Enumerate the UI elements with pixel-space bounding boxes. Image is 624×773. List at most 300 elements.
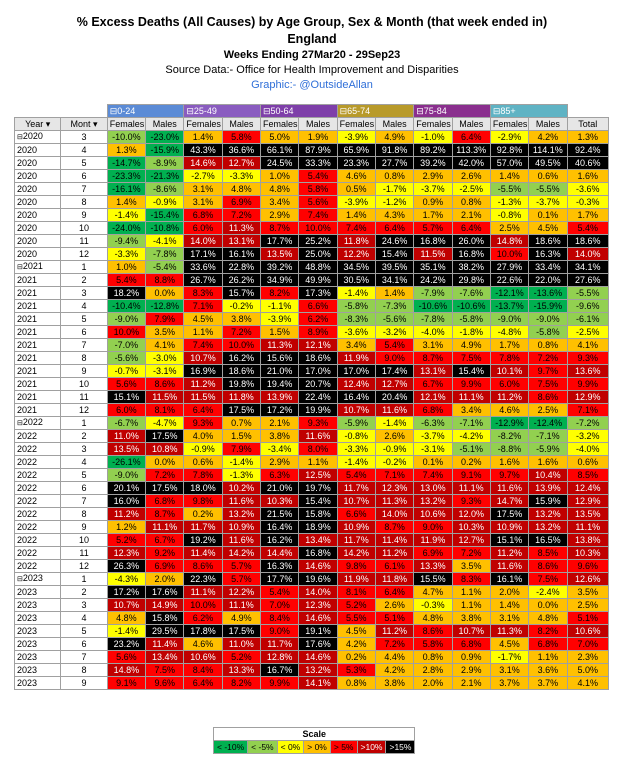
value-cell: 7.0% <box>261 599 299 612</box>
value-cell: 1.4% <box>337 209 375 222</box>
table-row <box>15 404 609 417</box>
month-cell: 2 <box>61 586 107 599</box>
total-cell: 40.6% <box>567 157 609 170</box>
value-cell: 18.6% <box>299 352 337 365</box>
total-cell: 34.1% <box>567 261 609 274</box>
value-cell: 22.3% <box>184 573 222 586</box>
year-cell: 2021 <box>15 313 61 326</box>
value-cell: 2.9% <box>414 170 452 183</box>
value-cell: 12.3% <box>299 599 337 612</box>
value-cell: -5.1% <box>452 443 490 456</box>
total-cell: 5.0% <box>567 664 609 677</box>
value-cell: 0.0% <box>146 287 184 300</box>
value-cell: 4.6% <box>490 404 528 417</box>
chart-weeks: Weeks Ending 27Mar20 - 29Sep23 <box>223 49 401 61</box>
scale-swatch: > 5% <box>330 741 357 754</box>
value-cell: -9.0% <box>490 313 528 326</box>
value-cell: 5.8% <box>414 638 452 651</box>
value-cell: 2.8% <box>414 664 452 677</box>
scale-title: Scale <box>214 728 415 741</box>
value-cell: 5.5% <box>337 612 375 625</box>
total-cell: -0.3% <box>567 196 609 209</box>
value-cell: 6.0% <box>107 404 145 417</box>
value-cell: 9.1% <box>107 677 145 690</box>
value-cell: 4.9% <box>375 131 413 144</box>
value-cell: 16.8% <box>299 547 337 560</box>
month-cell: 7 <box>61 495 107 508</box>
year-cell: 2021 <box>15 404 61 417</box>
value-cell: 16.1% <box>490 573 528 586</box>
value-cell: 7.1% <box>184 300 222 313</box>
collapse-toggle-icon[interactable]: ⊟ <box>17 576 23 583</box>
value-cell: 17.5% <box>146 482 184 495</box>
value-cell: 14.9% <box>146 599 184 612</box>
value-cell: 4.5% <box>184 313 222 326</box>
value-cell: 7.2% <box>222 326 260 339</box>
value-cell: 11.8% <box>222 391 260 404</box>
total-cell: 4.1% <box>567 677 609 690</box>
value-cell: -5.9% <box>529 443 567 456</box>
value-cell: 2.1% <box>452 677 490 690</box>
value-cell: 8.6% <box>529 391 567 404</box>
value-cell: -3.6% <box>337 326 375 339</box>
males-column-header: Males <box>299 118 337 131</box>
value-cell: 14.0% <box>184 235 222 248</box>
value-cell: 9.7% <box>490 469 528 482</box>
value-cell: 6.9% <box>414 547 452 560</box>
value-cell: -3.0% <box>146 352 184 365</box>
value-cell: 11.3% <box>222 222 260 235</box>
value-cell: 5.6% <box>299 196 337 209</box>
value-cell: -1.2% <box>375 196 413 209</box>
month-cell: 11 <box>61 391 107 404</box>
value-cell: 3.6% <box>529 664 567 677</box>
value-cell: 6.4% <box>184 677 222 690</box>
value-cell: 8.6% <box>184 560 222 573</box>
value-cell: 17.4% <box>375 365 413 378</box>
month-cell: 5 <box>61 157 107 170</box>
value-cell: -9.0% <box>107 313 145 326</box>
value-cell: 19.7% <box>299 482 337 495</box>
table-row <box>15 430 609 443</box>
value-cell: 3.4% <box>261 196 299 209</box>
value-cell: 5.4% <box>107 274 145 287</box>
year-cell: 2022 <box>15 560 61 573</box>
value-cell: 12.7% <box>222 157 260 170</box>
table-row <box>15 248 609 261</box>
year-column-header[interactable]: Year ▾ <box>15 118 61 131</box>
value-cell: 1.7% <box>490 339 528 352</box>
value-cell: 6.0% <box>184 222 222 235</box>
value-cell: -5.6% <box>107 352 145 365</box>
value-cell: 14.8% <box>107 664 145 677</box>
total-cell: 18.6% <box>567 235 609 248</box>
value-cell: 4.8% <box>222 183 260 196</box>
excess-deaths-table <box>14 104 609 690</box>
month-cell: 4 <box>61 612 107 625</box>
value-cell: -0.2% <box>222 300 260 313</box>
value-cell: 11.6% <box>375 404 413 417</box>
value-cell: 5.4% <box>299 170 337 183</box>
value-cell: 9.3% <box>299 417 337 430</box>
total-cell: 12.9% <box>567 495 609 508</box>
total-cell: 9.9% <box>567 378 609 391</box>
value-cell: 4.3% <box>375 209 413 222</box>
total-cell: 2.3% <box>567 651 609 664</box>
value-cell: 13.5% <box>107 443 145 456</box>
value-cell: 3.5% <box>146 326 184 339</box>
table-row <box>15 625 609 638</box>
total-cell: 5.1% <box>567 612 609 625</box>
value-cell: -1.7% <box>375 183 413 196</box>
month-column-header[interactable]: Mont ▾ <box>61 118 107 131</box>
year-cell: 2021 <box>15 378 61 391</box>
total-cell: 12.6% <box>567 573 609 586</box>
value-cell: -1.4% <box>222 456 260 469</box>
value-cell: -7.8% <box>414 313 452 326</box>
month-cell: 4 <box>61 144 107 157</box>
value-cell: -12.4% <box>529 417 567 430</box>
month-cell: 3 <box>61 131 107 144</box>
table-row <box>15 365 609 378</box>
value-cell: 7.5% <box>452 352 490 365</box>
total-cell: -9.6% <box>567 300 609 313</box>
value-cell: -0.8% <box>337 430 375 443</box>
total-cell: 8.5% <box>567 469 609 482</box>
year-cell: 2020 <box>15 157 61 170</box>
header-spacer <box>15 105 108 118</box>
value-cell: 8.6% <box>529 560 567 573</box>
value-cell: 66.1% <box>261 144 299 157</box>
value-cell: 8.7% <box>375 521 413 534</box>
value-cell: -2.9% <box>490 131 528 144</box>
males-column-header: Males <box>146 118 184 131</box>
value-cell: 17.3% <box>299 287 337 300</box>
table-row <box>15 482 609 495</box>
value-cell: 7.2% <box>375 638 413 651</box>
value-cell: 14.1% <box>299 677 337 690</box>
value-cell: -23.0% <box>146 131 184 144</box>
value-cell: 4.5% <box>490 638 528 651</box>
value-cell: 23.2% <box>107 638 145 651</box>
value-cell: 11.2% <box>490 547 528 560</box>
value-cell: 13.2% <box>529 521 567 534</box>
collapse-toggle-icon[interactable]: ⊟ <box>17 134 23 141</box>
year-cell: 2023 <box>15 612 61 625</box>
age-group-header: ⊟65-74 <box>337 105 414 118</box>
females-column-header: Females <box>184 118 222 131</box>
value-cell: -1.4% <box>375 417 413 430</box>
chart-title: % Excess Deaths (All Causes) by Age Group, Sex & Month (that week ended in) <box>76 15 548 29</box>
value-cell: 14.0% <box>299 586 337 599</box>
year-cell: 2022 <box>15 430 61 443</box>
year-cell: 2023 <box>15 651 61 664</box>
value-cell: 3.8% <box>222 313 260 326</box>
table-row <box>15 352 609 365</box>
value-cell: 10.7% <box>337 495 375 508</box>
value-cell: 1.6% <box>490 456 528 469</box>
total-cell: 9.3% <box>567 352 609 365</box>
value-cell: 27.9% <box>490 261 528 274</box>
value-cell: 15.1% <box>107 391 145 404</box>
value-cell: 0.6% <box>184 456 222 469</box>
value-cell: -4.0% <box>414 326 452 339</box>
value-cell: 16.7% <box>261 664 299 677</box>
value-cell: 18.0% <box>184 482 222 495</box>
value-cell: -15.9% <box>146 144 184 157</box>
value-cell: -15.9% <box>529 300 567 313</box>
scale-swatch: < -5% <box>248 741 277 754</box>
table-row <box>15 599 609 612</box>
month-cell: 10 <box>61 222 107 235</box>
value-cell: 19.1% <box>299 625 337 638</box>
value-cell: -14.7% <box>107 157 145 170</box>
value-cell: 14.6% <box>299 612 337 625</box>
value-cell: 14.6% <box>184 157 222 170</box>
value-cell: -15.4% <box>146 209 184 222</box>
value-cell: 15.9% <box>529 495 567 508</box>
value-cell: 10.7% <box>107 599 145 612</box>
collapse-toggle-icon[interactable]: ⊟ <box>17 264 23 271</box>
value-cell: -4.7% <box>146 417 184 430</box>
value-cell: 11.1% <box>452 482 490 495</box>
value-cell: 7.5% <box>146 664 184 677</box>
value-cell: 7.8% <box>184 469 222 482</box>
value-cell: 0.0% <box>529 599 567 612</box>
total-cell: 4.1% <box>567 339 609 352</box>
value-cell: 9.8% <box>184 495 222 508</box>
value-cell: -1.7% <box>490 651 528 664</box>
total-cell: -2.5% <box>567 326 609 339</box>
table-row <box>15 170 609 183</box>
value-cell: 12.8% <box>261 651 299 664</box>
value-cell: 16.4% <box>337 391 375 404</box>
table-row <box>15 300 609 313</box>
value-cell: 5.7% <box>222 560 260 573</box>
year-cell: 2023 <box>15 677 61 690</box>
value-cell: 33.3% <box>299 157 337 170</box>
year-cell: 2021 <box>15 352 61 365</box>
value-cell: 6.9% <box>146 560 184 573</box>
value-cell: 24.2% <box>414 274 452 287</box>
value-cell: 8.7% <box>146 508 184 521</box>
value-cell: 9.8% <box>337 560 375 573</box>
value-cell: 11.3% <box>375 495 413 508</box>
value-cell: 6.4% <box>452 131 490 144</box>
value-cell: 91.8% <box>375 144 413 157</box>
year-cell: 2022 <box>15 534 61 547</box>
value-cell: 3.8% <box>375 677 413 690</box>
month-cell: 8 <box>61 352 107 365</box>
year-cell: 2022 <box>15 469 61 482</box>
value-cell: 0.1% <box>529 209 567 222</box>
value-cell: -5.8% <box>337 300 375 313</box>
value-cell: 16.4% <box>261 521 299 534</box>
value-cell: 3.1% <box>184 196 222 209</box>
value-cell: 7.4% <box>414 469 452 482</box>
month-cell: 6 <box>61 170 107 183</box>
value-cell: 5.6% <box>107 651 145 664</box>
value-cell: 7.8% <box>490 352 528 365</box>
value-cell: 1.3% <box>107 144 145 157</box>
value-cell: 1.4% <box>490 170 528 183</box>
value-cell: 26.0% <box>452 235 490 248</box>
total-cell: 12.4% <box>567 482 609 495</box>
value-cell: 10.3% <box>452 521 490 534</box>
value-cell: 6.8% <box>529 638 567 651</box>
value-cell: -3.4% <box>261 443 299 456</box>
value-cell: 10.4% <box>529 469 567 482</box>
total-cell: -7.2% <box>567 417 609 430</box>
value-cell: 48.8% <box>299 261 337 274</box>
month-cell: 5 <box>61 313 107 326</box>
scale-swatch: < 0% <box>277 741 304 754</box>
value-cell: 20.1% <box>107 482 145 495</box>
value-cell: 11.3% <box>261 339 299 352</box>
value-cell: 13.4% <box>299 534 337 547</box>
year-cell: 2022 <box>15 456 61 469</box>
value-cell: 4.5% <box>337 625 375 638</box>
value-cell: 1.2% <box>107 521 145 534</box>
value-cell: 8.2% <box>222 677 260 690</box>
table-row <box>15 521 609 534</box>
value-cell: 7.5% <box>529 378 567 391</box>
table-row <box>15 469 609 482</box>
value-cell: 26.7% <box>184 274 222 287</box>
value-cell: -2.4% <box>529 586 567 599</box>
value-cell: 1.5% <box>222 430 260 443</box>
value-cell: 11.3% <box>490 625 528 638</box>
value-cell: 12.2% <box>222 586 260 599</box>
value-cell: 16.1% <box>222 248 260 261</box>
males-column-header: Males <box>452 118 490 131</box>
value-cell: 49.5% <box>529 157 567 170</box>
scale-swatch: < -10% <box>214 741 248 754</box>
value-cell: 13.9% <box>529 482 567 495</box>
value-cell: 2.1% <box>452 209 490 222</box>
value-cell: -8.9% <box>146 157 184 170</box>
table-row <box>15 391 609 404</box>
value-cell: 0.2% <box>184 508 222 521</box>
value-cell: 12.3% <box>375 482 413 495</box>
value-cell: 13.5% <box>261 248 299 261</box>
value-cell: 42.0% <box>452 157 490 170</box>
total-cell: -5.5% <box>567 287 609 300</box>
value-cell: 17.7% <box>261 573 299 586</box>
value-cell: 3.5% <box>452 560 490 573</box>
year-cell: 2020 <box>15 235 61 248</box>
females-column-header: Females <box>107 118 145 131</box>
value-cell: 65.9% <box>337 144 375 157</box>
month-cell: 6 <box>61 326 107 339</box>
year-cell: ⊟2023 <box>15 573 61 586</box>
value-cell: -9.0% <box>529 313 567 326</box>
females-column-header: Females <box>261 118 299 131</box>
value-cell: 10.9% <box>337 521 375 534</box>
value-cell: -7.6% <box>452 287 490 300</box>
total-cell: 5.4% <box>567 222 609 235</box>
value-cell: 16.9% <box>184 365 222 378</box>
value-cell: 11.9% <box>337 573 375 586</box>
value-cell: 3.4% <box>337 339 375 352</box>
value-cell: 11.7% <box>261 638 299 651</box>
month-cell: 6 <box>61 638 107 651</box>
value-cell: -5.4% <box>146 261 184 274</box>
table-row <box>15 274 609 287</box>
value-cell: 7.9% <box>146 313 184 326</box>
collapse-toggle-icon[interactable]: ⊟ <box>17 420 23 427</box>
year-cell: 2022 <box>15 482 61 495</box>
value-cell: -3.9% <box>337 196 375 209</box>
value-cell: 6.6% <box>299 300 337 313</box>
value-cell: 5.4% <box>337 469 375 482</box>
value-cell: 18.2% <box>107 287 145 300</box>
value-cell: -7.1% <box>452 417 490 430</box>
value-cell: 4.4% <box>375 651 413 664</box>
value-cell: -12.8% <box>146 300 184 313</box>
table-row <box>15 586 609 599</box>
year-cell: 2020 <box>15 209 61 222</box>
value-cell: 7.4% <box>299 209 337 222</box>
value-cell: 34.1% <box>375 274 413 287</box>
table-row <box>15 612 609 625</box>
value-cell: 11.2% <box>375 625 413 638</box>
value-cell: 0.9% <box>414 196 452 209</box>
total-cell: -3.6% <box>567 183 609 196</box>
value-cell: 3.8% <box>452 612 490 625</box>
value-cell: 10.0% <box>299 222 337 235</box>
table-row <box>15 638 609 651</box>
year-cell: ⊟2021 <box>15 261 61 274</box>
value-cell: 15.4% <box>299 495 337 508</box>
value-cell: 15.1% <box>490 534 528 547</box>
value-cell: 5.2% <box>107 534 145 547</box>
value-cell: -5.5% <box>529 183 567 196</box>
value-cell: -10.6% <box>452 300 490 313</box>
value-cell: 22.6% <box>490 274 528 287</box>
table-row <box>15 495 609 508</box>
value-cell: 9.7% <box>529 365 567 378</box>
females-column-header: Females <box>414 118 452 131</box>
value-cell: 12.7% <box>375 378 413 391</box>
value-cell: 11.2% <box>375 547 413 560</box>
value-cell: 19.9% <box>299 404 337 417</box>
value-cell: -0.7% <box>107 365 145 378</box>
value-cell: -1.3% <box>222 469 260 482</box>
value-cell: -3.7% <box>414 430 452 443</box>
value-cell: 35.1% <box>414 261 452 274</box>
value-cell: 11.8% <box>375 573 413 586</box>
females-column-header: Females <box>337 118 375 131</box>
value-cell: 3.7% <box>490 677 528 690</box>
value-cell: 14.6% <box>299 560 337 573</box>
value-cell: 27.7% <box>375 157 413 170</box>
table-row <box>15 131 609 144</box>
value-cell: 24.5% <box>261 157 299 170</box>
value-cell: 6.8% <box>184 209 222 222</box>
value-cell: 15.8% <box>299 508 337 521</box>
value-cell: 11.0% <box>222 638 260 651</box>
value-cell: 19.6% <box>299 573 337 586</box>
value-cell: -1.4% <box>337 456 375 469</box>
year-cell: 2020 <box>15 183 61 196</box>
value-cell: 0.1% <box>414 456 452 469</box>
value-cell: -0.9% <box>146 196 184 209</box>
total-cell: 10.3% <box>567 547 609 560</box>
value-cell: 15.4% <box>375 248 413 261</box>
year-cell: 2020 <box>15 222 61 235</box>
value-cell: 0.8% <box>529 339 567 352</box>
